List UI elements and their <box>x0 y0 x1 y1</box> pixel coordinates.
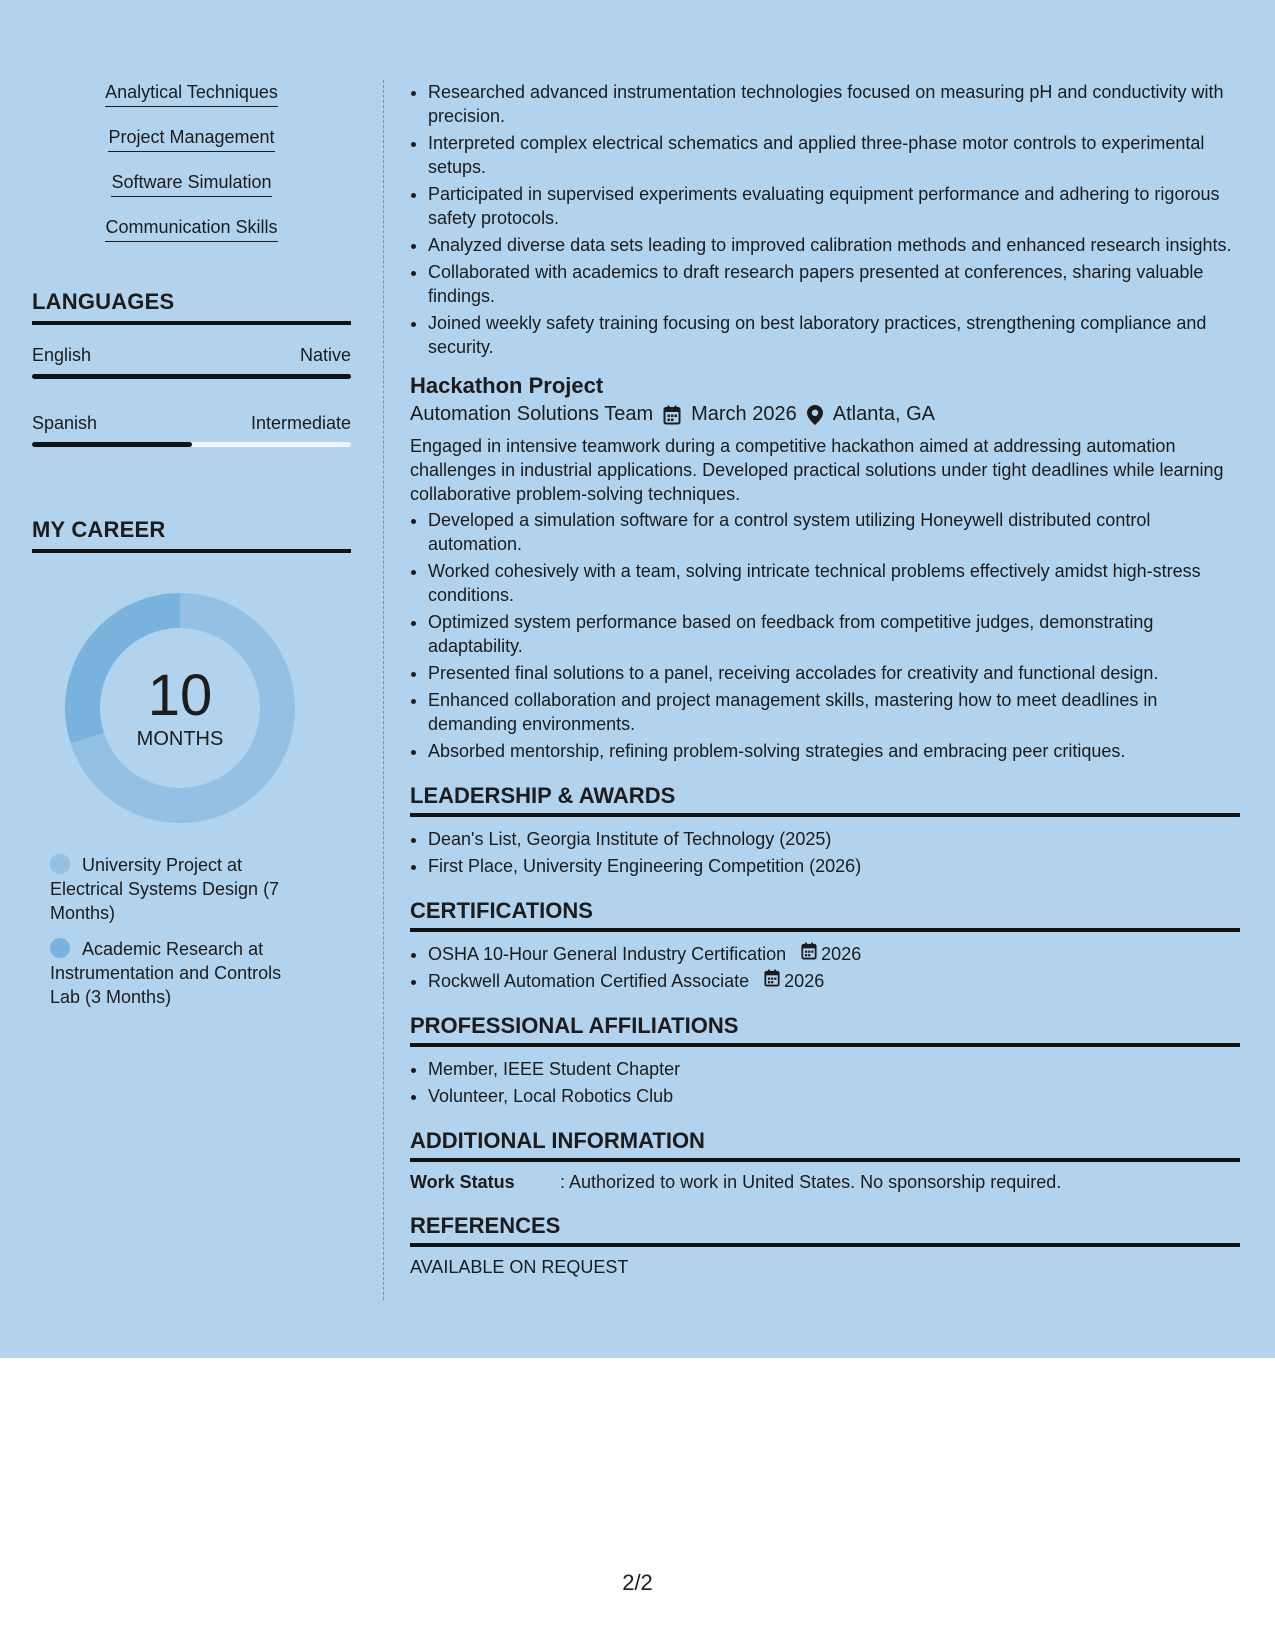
bullet-item: • Researched advanced instrumentation technologies focused on measuring pH and conductivity with precision. <box>428 80 1240 128</box>
donut-center <box>65 593 295 823</box>
language-level: Native <box>299 345 351 365</box>
certifications-list <box>410 942 1240 993</box>
bullet-item: • Presented final solutions to a panel, receiving accolades for creativity and functional design. <box>428 661 1240 685</box>
bullet-item: • Participated in supervised experiments evaluating equipment performance and adhering to rigorous safety protocols. <box>428 182 1240 230</box>
legend-label: Academic Research at Instrumentation and Controls Lab (3 Months) <box>50 939 282 1007</box>
affiliations-heading: PROFESSIONAL AFFILIATIONS <box>410 1013 1240 1047</box>
certification-name: OSHA 10-Hour General Industry Certification <box>428 944 787 964</box>
languages-heading: LANGUAGES <box>32 289 351 325</box>
hackathon-bullets <box>410 508 1240 763</box>
career-donut-chart <box>65 593 295 823</box>
language-row <box>32 413 351 434</box>
references-heading: REFERENCES <box>410 1213 1240 1247</box>
work-status-row <box>410 1172 1240 1193</box>
project-org: Automation Solutions Team <box>410 403 654 425</box>
project-title: Hackathon Project <box>410 373 604 398</box>
bullet-item: • Member, IEEE Student Chapter <box>428 1057 1240 1081</box>
project-description: Engaged in intensive teamwork during a competitive hackathon aimed at addressing automation challenges in industrial applications. Developed practical solutions under tight deadlines while learning collaborative problem-solving techniques. <box>410 436 1224 504</box>
certification-name: Rockwell Automation Certified Associate <box>428 971 750 991</box>
career-heading: MY CAREER <box>32 517 351 553</box>
project-meta <box>410 403 1240 426</box>
research-bullets <box>410 80 1240 359</box>
legend-label: University Project at Electrical Systems Design (7 Months) <box>50 855 280 923</box>
calendar-icon <box>663 405 681 425</box>
career-section <box>32 517 351 1009</box>
language-row <box>32 345 351 366</box>
project-location: Atlanta, GA <box>832 403 936 425</box>
legend-dot <box>50 854 70 874</box>
work-status-label: Work Status <box>410 1172 515 1192</box>
bullet-item: • Joined weekly safety training focusing on best laboratory practices, strengthening compliance and security. <box>428 311 1240 359</box>
left-column <box>32 80 351 1021</box>
legend-item <box>50 853 310 925</box>
skill-item: Communication Skills <box>32 215 351 243</box>
language-level-fill <box>32 442 192 447</box>
affiliations-list <box>410 1057 1240 1108</box>
certification-year: 2026 <box>784 971 825 991</box>
bullet-item: • Developed a simulation software for a control system utilizing Honeywell distributed control automation. <box>428 508 1240 556</box>
career-legend <box>50 853 310 1009</box>
language-name: Spanish <box>32 413 98 433</box>
leadership-list <box>410 827 1240 878</box>
language-level-fill <box>32 374 351 379</box>
additional-info-heading: ADDITIONAL INFORMATION <box>410 1128 1240 1162</box>
right-column <box>410 80 1240 1278</box>
bullet-item: • Volunteer, Local Robotics Club <box>428 1084 1240 1108</box>
legend-dot <box>50 938 70 958</box>
language-level-bar <box>32 442 351 447</box>
column-divider <box>383 80 384 1300</box>
bullet-item: • Dean's List, Georgia Institute of Technology (2025) <box>428 827 1240 851</box>
career-total: 10 <box>147 662 213 728</box>
bullet-item: • Optimized system performance based on feedback from competitive judges, demonstrating adaptability. <box>428 610 1240 658</box>
certification-year: 2026 <box>821 944 862 964</box>
calendar-icon <box>801 942 817 966</box>
calendar-icon <box>764 969 780 993</box>
certifications-heading: CERTIFICATIONS <box>410 898 1240 932</box>
language-name: English <box>32 345 92 365</box>
hackathon-entry <box>410 373 1240 763</box>
bullet-item: • First Place, University Engineering Competition (2026) <box>428 854 1240 878</box>
bullet-item: • Enhanced collaboration and project management skills, mastering how to meet deadlines in demanding environments. <box>428 688 1240 736</box>
bullet-item: • Absorbed mentorship, refining problem-solving strategies and embracing peer critiques. <box>428 739 1240 763</box>
page-number: 2/2 <box>622 1570 653 1595</box>
work-status-value: : Authorized to work in United States. No sponsorship required. <box>560 1172 1062 1192</box>
project-date: March 2026 <box>691 403 797 425</box>
bullet-item: • Collaborated with academics to draft research papers presented at conferences, sharing valuable findings. <box>428 260 1240 308</box>
skills-list <box>32 80 351 243</box>
certification-item <box>428 969 1240 993</box>
legend-item <box>50 937 310 1009</box>
language-level: Intermediate <box>250 413 351 433</box>
skill-item: Software Simulation <box>32 170 351 198</box>
bullet-item: • Worked cohesively with a team, solving intricate technical problems effectively amidst high-stress conditions. <box>428 559 1240 607</box>
bullet-item: • Interpreted complex electrical schematics and applied three-phase motor controls to experimental setups. <box>428 131 1240 179</box>
certification-item <box>428 942 1240 966</box>
location-pin-icon <box>807 405 823 425</box>
leadership-heading: LEADERSHIP & AWARDS <box>410 783 1240 817</box>
bullet-item: • Analyzed diverse data sets leading to improved calibration methods and enhanced research insights. <box>428 233 1240 257</box>
skill-item: Project Management <box>32 125 351 153</box>
career-unit: MONTHS <box>136 727 224 750</box>
skill-item: Analytical Techniques <box>32 80 351 108</box>
languages-section <box>32 289 351 447</box>
references-text: AVAILABLE ON REQUEST <box>410 1257 629 1277</box>
language-level-bar <box>32 374 351 379</box>
